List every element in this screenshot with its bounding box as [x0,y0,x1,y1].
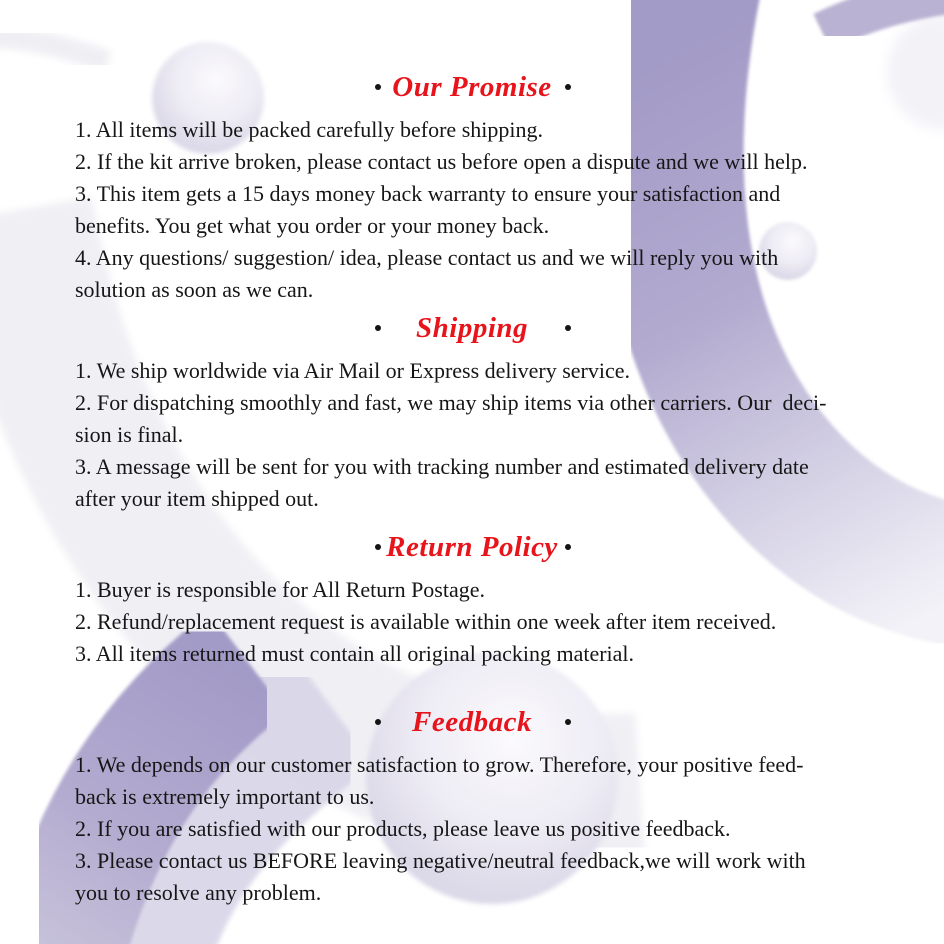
policy-line: sion is final. [75,422,184,447]
policy-line: 1. Buyer is responsible for All Return Postage. [75,577,486,602]
section-shipping [0,308,944,515]
heading-left-dot-icon [375,325,381,331]
heading-row [0,702,944,742]
section-lines [0,114,944,306]
heading-row [0,527,944,567]
section-return-policy [0,527,944,670]
policy-line: 1. All items will be packed carefully before shipping. [75,117,543,142]
policy-line: 2. For dispatching smoothly and fast, we may ship items via other carriers. Our deci- [75,390,827,415]
section-title: Our Promise [392,71,552,103]
section-our-promise [0,67,944,306]
policy-line: solution as soon as we can. [75,277,314,302]
section-lines [0,355,944,515]
policy-line: back is extremely important to us. [75,784,375,809]
heading-right-dot-icon [565,84,571,90]
heading-left-dot-icon [375,84,381,90]
policy-line: 3. Please contact us BEFORE leaving negative/neutral feedback,we will work with [75,848,806,873]
policy-line: 3. A message will be sent for you with tracking number and estimated delivery date [75,454,809,479]
heading-left-dot-icon [375,544,381,550]
section-lines [0,574,944,670]
policy-line: 1. We ship worldwide via Air Mail or Express delivery service. [75,358,631,383]
heading-right-dot-icon [565,544,571,550]
heading-right-dot-icon [565,719,571,725]
policy-line: 1. We depends on our customer satisfaction to grow. Therefore, your positive feed- [75,752,804,777]
policy-line: 4. Any questions/ suggestion/ idea, please contact us and we will reply you with [75,245,779,270]
policy-line: 2. If the kit arrive broken, please contact us before open a dispute and we will help. [75,149,808,174]
section-title: Shipping [416,312,528,344]
policy-line: 3. This item gets a 15 days money back warranty to ensure your satisfaction and [75,181,781,206]
policy-line: 2. If you are satisfied with our products, please leave us positive feedback. [75,816,731,841]
policy-line: you to resolve any problem. [75,880,322,905]
policy-line: 3. All items returned must contain all original packing material. [75,641,635,666]
policy-line: 2. Refund/replacement request is available within one week after item received. [75,609,777,634]
section-title: Feedback [412,706,532,738]
policy-line: benefits. You get what you order or your money back. [75,213,550,238]
policy-line: after your item shipped out. [75,486,319,511]
section-title: Return Policy [386,531,558,563]
section-feedback [0,702,944,909]
heading-row [0,308,944,348]
heading-right-dot-icon [565,325,571,331]
heading-row [0,67,944,107]
section-lines [0,749,944,909]
heading-left-dot-icon [375,719,381,725]
